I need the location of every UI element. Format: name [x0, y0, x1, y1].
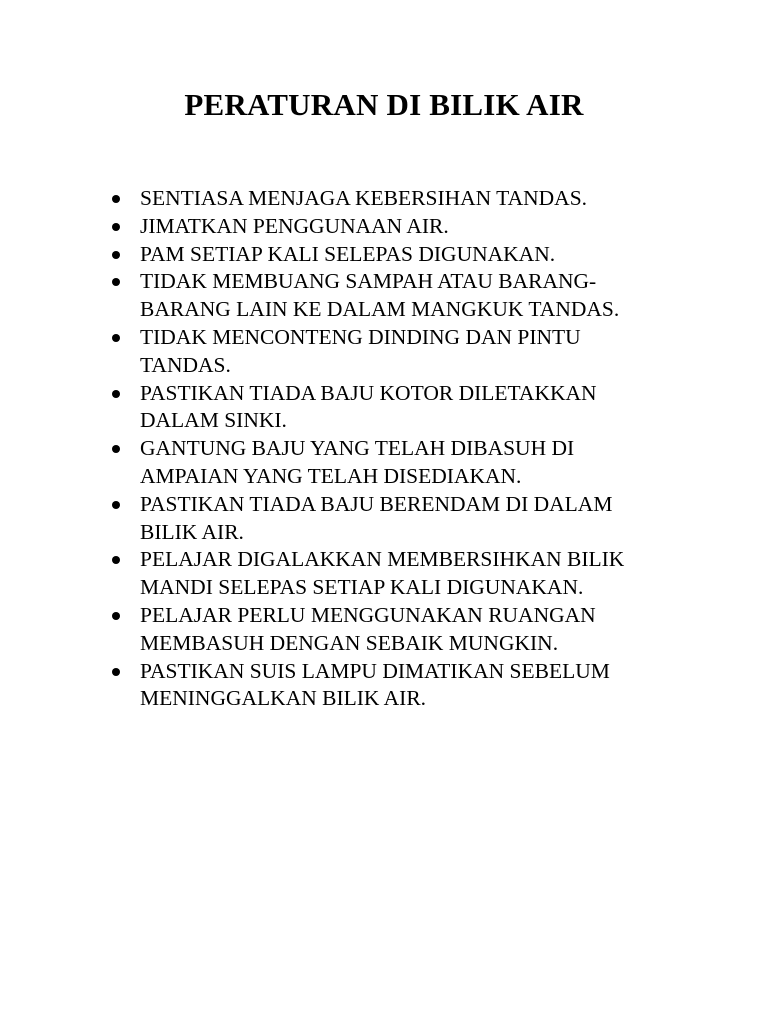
rule-text-line: PASTIKAN TIADA BAJU KOTOR DILETAKKAN: [140, 380, 597, 405]
rule-text-line: PAM SETIAP KALI SELEPAS DIGUNAKAN.: [140, 241, 556, 266]
rule-item: [112, 435, 672, 491]
rule-text-line: MANDI SELEPAS SETIAP KALI DIGUNAKAN.: [140, 575, 584, 600]
bullet-icon: [112, 223, 120, 231]
bullet-icon: [112, 251, 120, 259]
bullet-icon: [112, 278, 120, 286]
rule-text-line: DALAM SINKI.: [140, 408, 287, 433]
rule-text-line: AMPAIAN YANG TELAH DISEDIAKAN.: [140, 463, 522, 488]
rule-text-line: JIMATKAN PENGGUNAAN AIR.: [140, 213, 449, 238]
rule-item: [112, 213, 672, 241]
rule-item: [112, 185, 672, 213]
rule-text-line: PELAJAR DIGALAKKAN MEMBERSIHKAN BILIK: [140, 547, 625, 572]
rule-text-line: TIDAK MENCONTENG DINDING DAN PINTU: [140, 324, 581, 349]
bullet-icon: [112, 390, 120, 398]
rule-item: [112, 491, 672, 547]
rule-text-line: BILIK AIR.: [140, 519, 244, 544]
rule-text-line: SENTIASA MENJAGA KEBERSIHAN TANDAS.: [140, 186, 588, 210]
rule-text-line: BARANG LAIN KE DALAM MANGKUK TANDAS.: [140, 297, 620, 322]
rule-text-line: TIDAK MEMBUANG SAMPAH ATAU BARANG-: [140, 269, 597, 294]
bullet-icon: [112, 556, 120, 564]
document-title: PERATURAN DI BILIK AIR: [184, 87, 584, 122]
rule-text-line: GANTUNG BAJU YANG TELAH DIBASUH DI: [140, 436, 575, 461]
bullet-icon: [112, 501, 120, 509]
rule-text-line: TANDAS.: [140, 352, 231, 377]
rule-item: [112, 658, 672, 714]
rule-text-line: PASTIKAN TIADA BAJU BERENDAM DI DALAM: [140, 491, 613, 516]
bullet-icon: [112, 445, 120, 453]
bullet-icon: [112, 612, 120, 620]
rule-item: [112, 546, 672, 602]
bullet-icon: [112, 334, 120, 342]
rule-text-line: PELAJAR PERLU MENGGUNAKAN RUANGAN: [140, 602, 596, 627]
rules-list: [112, 185, 672, 713]
bullet-icon: [112, 668, 120, 676]
rule-item: [112, 241, 672, 269]
bullet-icon: [112, 195, 120, 203]
rule-item: [112, 324, 672, 380]
rule-text-line: PASTIKAN SUIS LAMPU DIMATIKAN SEBELUM: [140, 658, 610, 683]
rule-item: [112, 268, 672, 324]
rule-item: [112, 380, 672, 436]
rule-text-line: MENINGGALKAN BILIK AIR.: [140, 686, 427, 711]
rule-item: [112, 602, 672, 658]
rule-text-line: MEMBASUH DENGAN SEBAIK MUNGKIN.: [140, 630, 559, 655]
